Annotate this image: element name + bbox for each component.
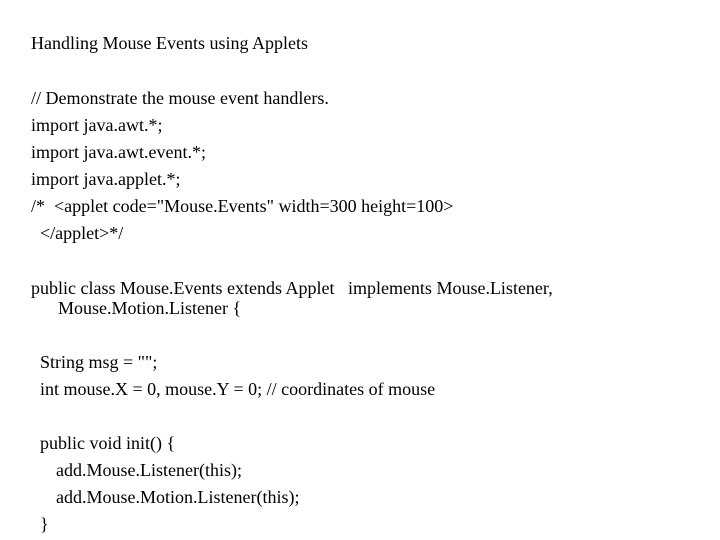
code-line-import-applet: import java.applet.*; bbox=[31, 169, 181, 189]
code-line-close-brace: } bbox=[40, 514, 49, 534]
code-line-init-decl: public void init() { bbox=[40, 433, 176, 453]
code-line-class-decl-1: public class Mouse.Events extends Applet implements Mouse.Listener, bbox=[31, 278, 553, 298]
slide-title: Handling Mouse Events using Applets bbox=[31, 33, 308, 53]
code-line-applet-open: /* <applet code="Mouse.Events" width=300 height=100> bbox=[31, 196, 454, 216]
code-line-add-listener: add.Mouse.Listener(this); bbox=[56, 460, 242, 480]
code-line-field-coords: int mouse.X = 0, mouse.Y = 0; // coordinates of mouse bbox=[40, 379, 436, 399]
code-line-add-motion-listener: add.Mouse.Motion.Listener(this); bbox=[56, 487, 300, 507]
code-line-comment: // Demonstrate the mouse event handlers. bbox=[31, 88, 329, 108]
code-line-applet-close: </applet>*/ bbox=[40, 223, 124, 243]
code-line-class-decl-2: Mouse.Motion.Listener { bbox=[58, 298, 242, 318]
code-line-import-awt: import java.awt.*; bbox=[31, 115, 163, 135]
code-line-field-msg: String msg = ""; bbox=[40, 352, 158, 372]
code-line-import-event: import java.awt.event.*; bbox=[31, 142, 206, 162]
